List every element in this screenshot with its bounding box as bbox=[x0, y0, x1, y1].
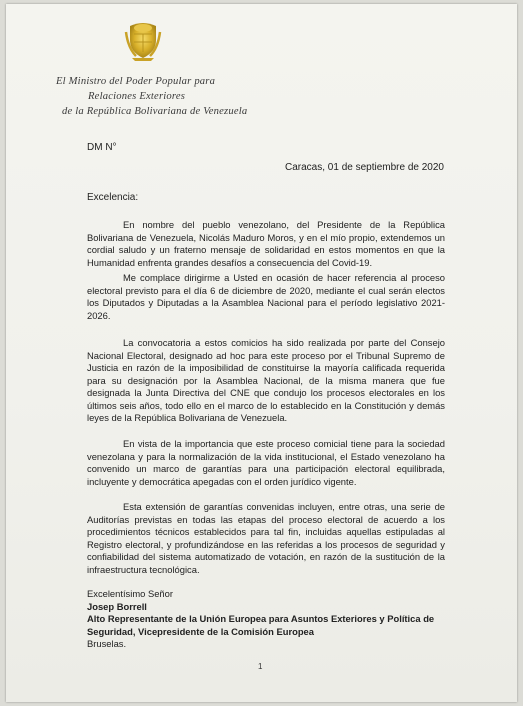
letterhead bbox=[56, 74, 286, 119]
date-line: Caracas, 01 de septiembre de 2020 bbox=[285, 162, 444, 173]
addressee-name: Josep Borrell bbox=[87, 600, 147, 612]
page-number: 1 bbox=[258, 662, 263, 671]
addressee-title: Alto Representante de la Unión Europea para Asuntos Exteriores y Política de Seguridad, Vicepresidente de la Comisión Europea bbox=[87, 613, 435, 637]
paragraph-1: En nombre del pueblo venezolano, del Presidente de la República Bolivariana de Venezuela, Nicolás Maduro Moros, y en el mío propio, extendemos un cordial saludo y un fraterno mensaje de solidaridad en estos momentos en que la Humanidad enfrenta grandes desafíos a consecuencia del Covid-19. bbox=[87, 219, 445, 268]
letterhead-line-2: Relaciones Exteriores bbox=[88, 91, 186, 102]
paragraph-2: Me complace dirigirme a Usted en ocasión de hacer referencia al proceso electoral previsto para el día 6 de diciembre de 2020, mediante el cual serán electos los Diputados y Diputadas a la Asamblea Nacional para el período legislativo 2021-2026. bbox=[87, 272, 445, 321]
letter-page bbox=[6, 4, 517, 702]
paragraph-4: En vista de la importancia que este proceso comicial tiene para la sociedad venezolana y para la normalización de la vida institucional, el Estado venezolano ha convenido un marco de garantías para una participación electoral equilibrada, incluyente y democrática apegadas con el orden jurídico vigente. bbox=[87, 438, 445, 487]
addressee-city: Bruselas. bbox=[87, 638, 127, 649]
greeting: Excelencia: bbox=[87, 192, 139, 203]
paragraph-5: Esta extensión de garantías convenidas incluyen, entre otras, una serie de Auditorías previstas en todas las etapas del proceso electoral de acuerdo a los procedimientos técnicos establecidos para tal fin, incluidas aquellas estipuladas al Registro electoral, y profundizándose en las referidas a los procesos de seguridad y confiabilidad del sistema automatizado de votación, en razón de la sustitución de la infraestructura tecnológica. bbox=[87, 501, 445, 575]
letterhead-line-3: de la República Bolivariana de Venezuela bbox=[62, 106, 248, 117]
paragraph-3: La convocatoria a estos comicios ha sido realizada por parte del Consejo Nacional Electoral, designado ad hoc para este proceso por el Tribunal Supremo de Justicia en razón de la imposibilidad de constituirse la mayoría calificada requerida para su designación por la Asamblea Nacional, de la misma manera que fue designada la Junta Directiva del CNE que condujo los procesos electorales en los últimos seis años, todo ello en el marco de lo establecido en la Constitución y demás leyes de la República Bolivariana de Venezuela. bbox=[87, 337, 445, 423]
addressee-salutation: Excelentísimo Señor bbox=[87, 588, 173, 599]
addressee-block bbox=[87, 588, 457, 651]
coat-of-arms-seal bbox=[124, 18, 162, 62]
reference-number: DM N° bbox=[87, 142, 117, 153]
letterhead-line-1: El Ministro del Poder Popular para bbox=[56, 76, 216, 87]
